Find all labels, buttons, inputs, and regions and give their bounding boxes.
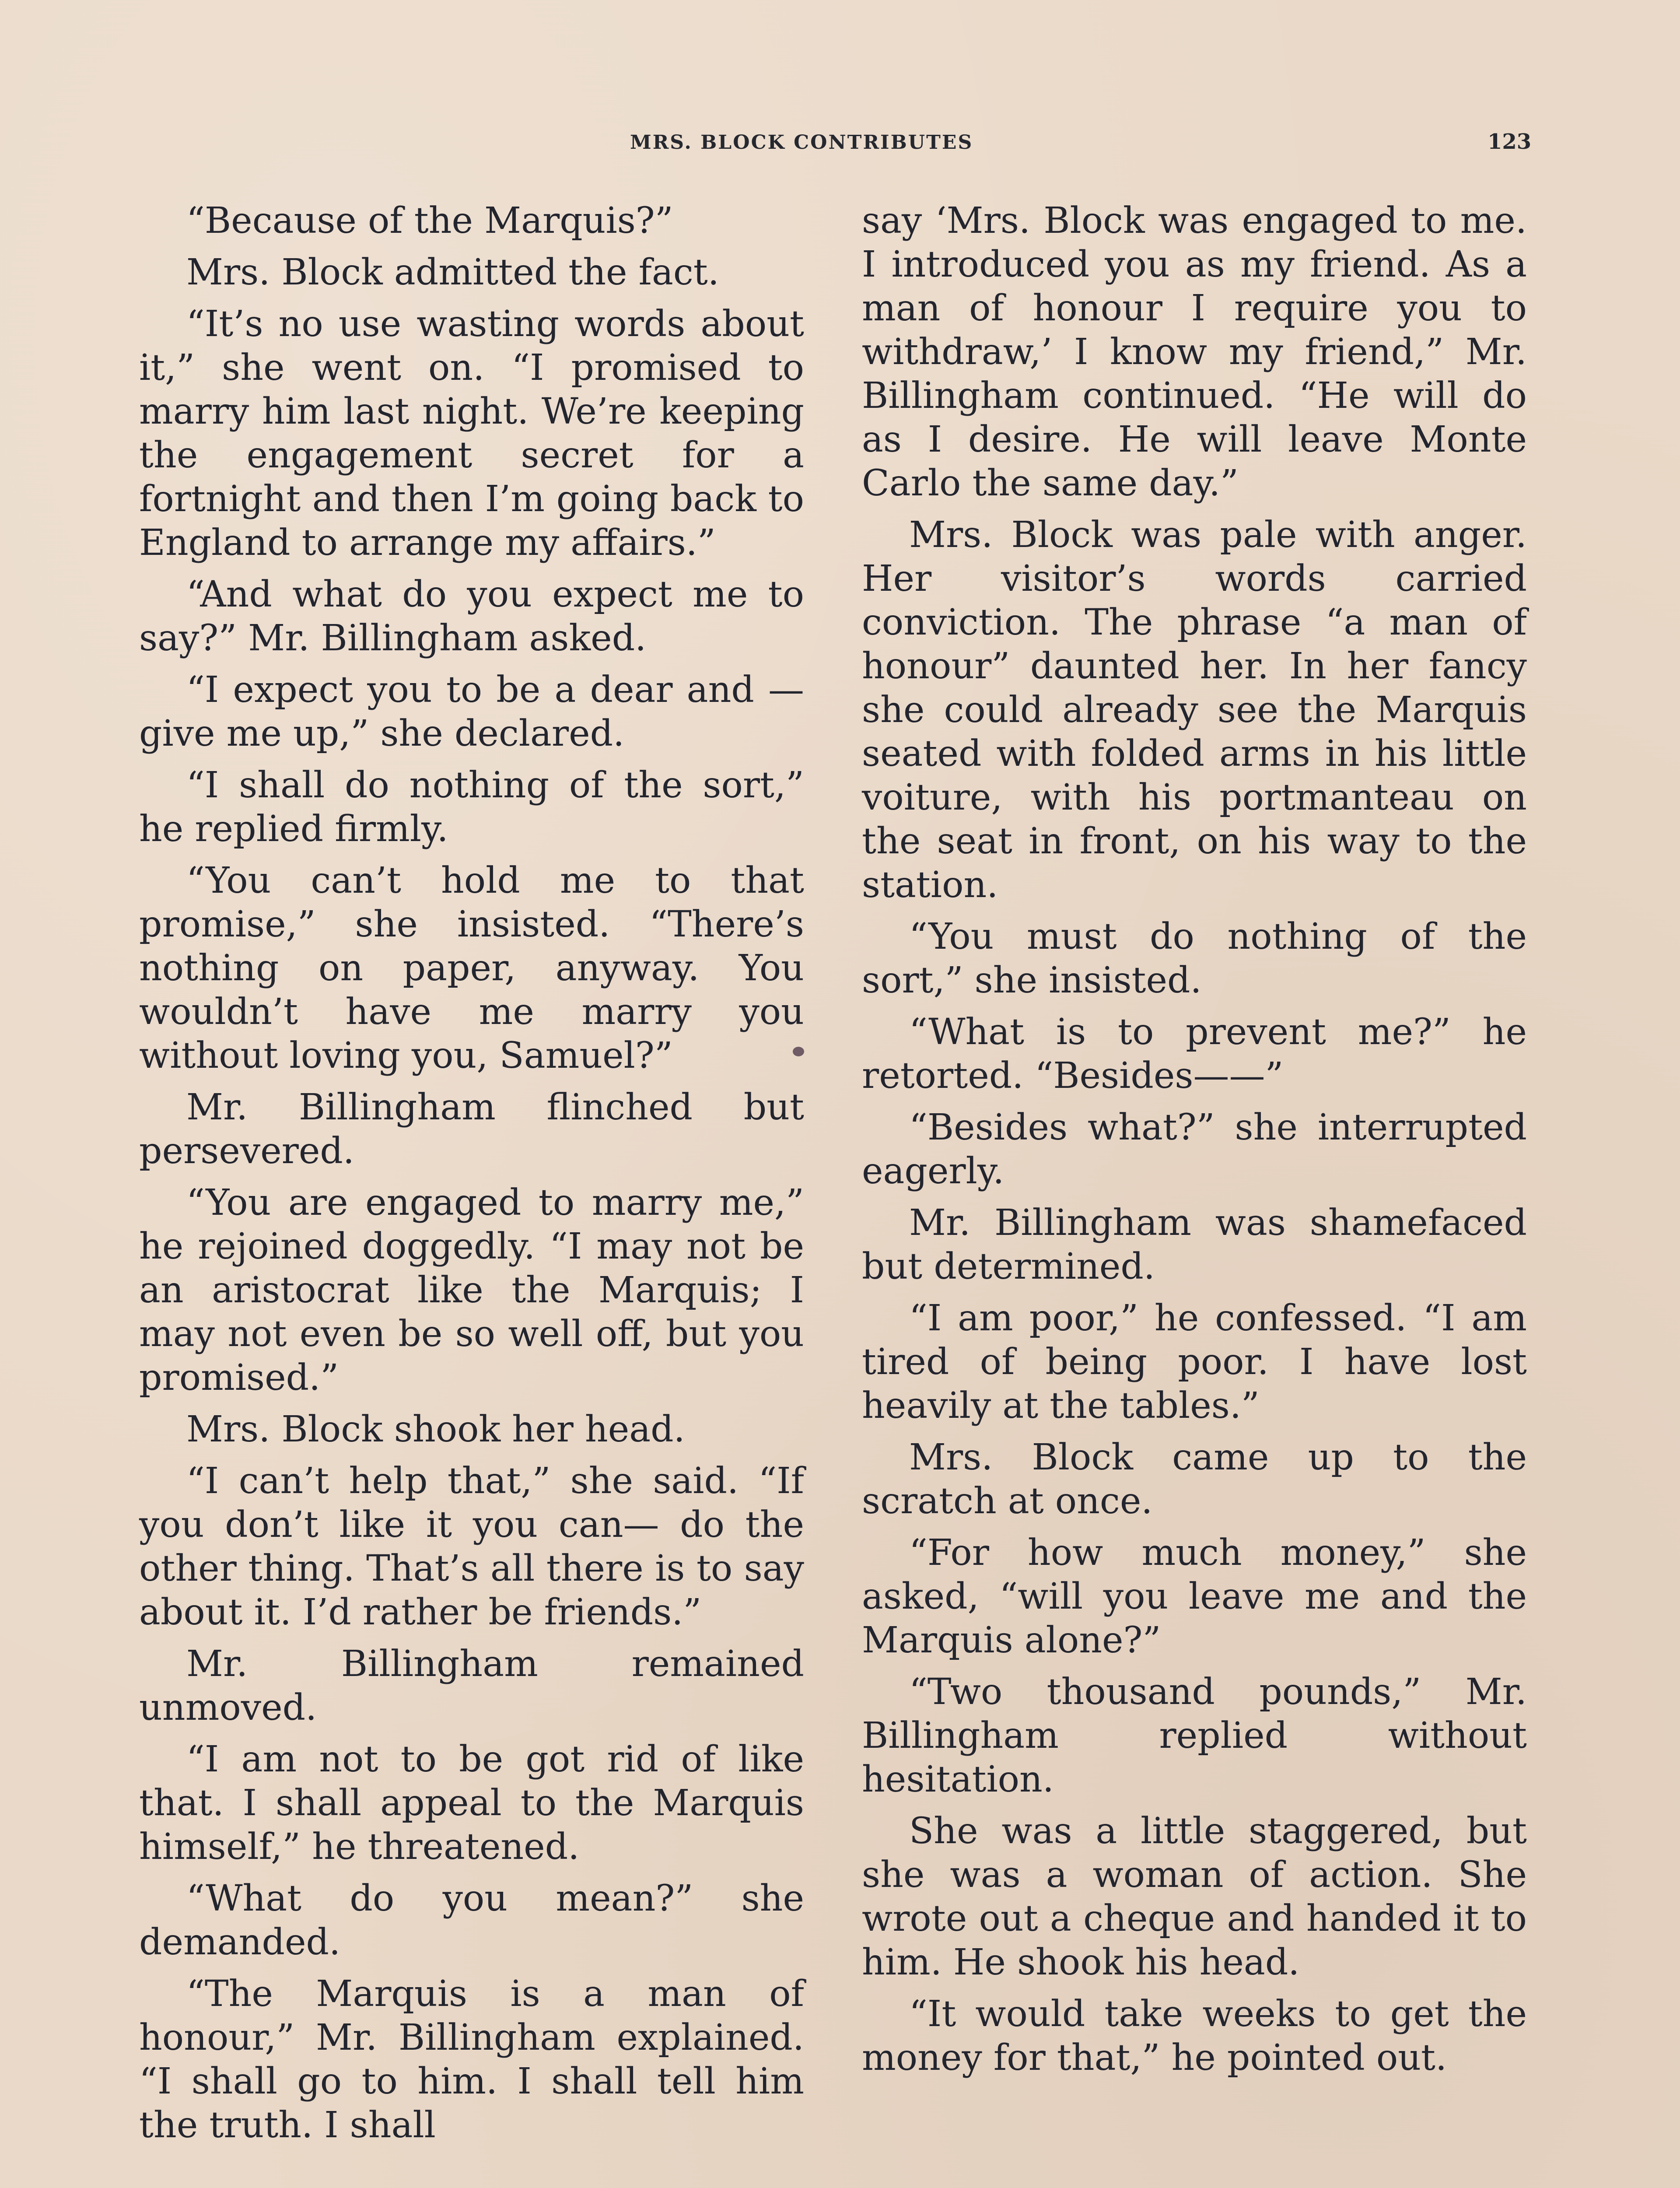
paragraph-continued: say ‘Mrs. Block was engaged to me. I introduced you as my friend. As a man of honour I require you to withdraw,’ I know my friend,” Mr. Billingham continued. “He will do as I desire. He will leave Monte Carlo the same day.” — [862, 200, 1527, 504]
ink-speck — [793, 1047, 804, 1056]
paragraph: “I am poor,” he confessed. “I am tired of being poor. I have lost heavily at the tables.” — [862, 1297, 1527, 1427]
paragraph: Mrs. Block was pale with anger. Her visitor’s words carried conviction. The phrase “a man of honour” daunted her. In her fancy she could already see the Marquis seated with folded arms in his little voiture, with his portmanteau on the seat in front, on his way to the station. — [862, 514, 1527, 906]
paragraph: “I expect you to be a dear and —give me up,” she declared. — [139, 669, 804, 754]
page-number: 123 — [1488, 130, 1532, 154]
paragraph: “I can’t help that,” she said. “If you don’t like it you can— do the other thing. That’s all there is to say about it. I’d rather be friends.” — [139, 1460, 804, 1633]
paragraph: She was a little staggered, but she was a woman of action. She wrote out a cheque and handed it to him. He shook his head. — [862, 1810, 1527, 1983]
paragraph: “You must do nothing of the sort,” she insisted. — [862, 916, 1527, 1001]
paragraph: “The Marquis is a man of honour,” Mr. Billingham explained. “I shall go to him. I shall tell him the truth. I shall — [139, 1973, 804, 2146]
paragraph: Mr. Billingham remained unmoved. — [139, 1643, 804, 1729]
paragraph: “You can’t hold me to that promise,” she insisted. “There’s nothing on paper, anyway. You wouldn’t have me marry you without loving you, Samuel?” — [139, 860, 804, 1076]
paragraph: “It’s no use wasting words about it,” she went on. “I promised to marry him last night. We’re keeping the engagement secret for a fortnight and then I’m going back to England to arrange my affairs.” — [139, 303, 804, 564]
paragraph: “You are engaged to marry me,” he rejoined doggedly. “I may not be an aristocrat like the Marquis; I may not even be so well off, but you promised.” — [139, 1182, 804, 1399]
running-title: MRS. BLOCK CONTRIBUTES — [630, 131, 973, 154]
paragraph: “Besides what?” she interrupted eagerly. — [862, 1107, 1527, 1192]
left-column — [139, 199, 804, 2155]
paragraph: Mrs. Block admitted the fact. — [186, 252, 719, 293]
paragraph: “I shall do nothing of the sort,” he replied firmly. — [139, 764, 804, 850]
paragraph: “Two thousand pounds,” Mr. Billingham replied without hesitation. — [862, 1671, 1527, 1800]
paragraph: “I am not to be got rid of like that. I shall appeal to the Marquis himself,” he threatened. — [139, 1739, 804, 1868]
paragraph: Mr. Billingham was shamefaced but determined. — [862, 1202, 1527, 1287]
paragraph: “It would take weeks to get the money for that,” he pointed out. — [862, 1993, 1527, 2079]
right-column — [862, 199, 1527, 2088]
paragraph: Mrs. Block came up to the scratch at once. — [862, 1437, 1527, 1522]
paragraph: “And what do you expect me to say?” Mr. Billingham asked. — [139, 574, 804, 659]
paragraph: Mr. Billingham flinched but persevered. — [139, 1087, 804, 1172]
paragraph: “What is to prevent me?” he retorted. “Besides——” — [862, 1011, 1527, 1097]
paragraph: “What do you mean?” she demanded. — [139, 1878, 804, 1963]
paragraph: “For how much money,” she asked, “will you leave me and the Marquis alone?” — [862, 1532, 1527, 1661]
paragraph: “Because of the Marquis?” — [186, 200, 673, 242]
paragraph: Mrs. Block shook her head. — [186, 1409, 685, 1450]
